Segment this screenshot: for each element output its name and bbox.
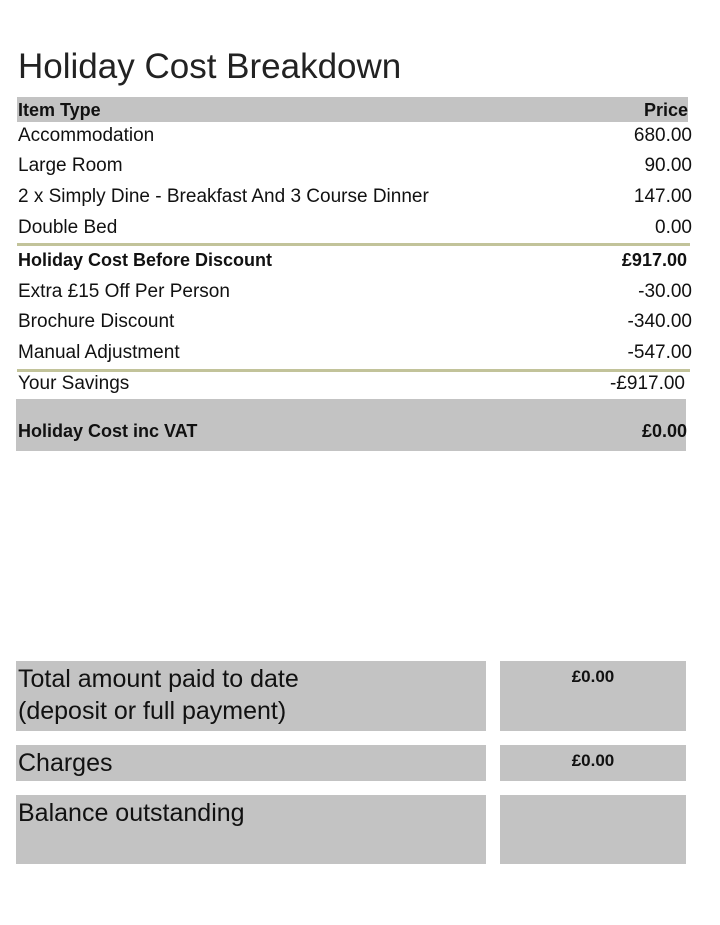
total-value: £0.00	[641, 421, 687, 441]
table-row	[18, 154, 692, 178]
subtotal-label: Holiday Cost Before Discount	[18, 250, 273, 270]
item-label: 2 x Simply Dine - Breakfast And 3 Course Dinner	[18, 186, 429, 207]
table-row	[18, 124, 692, 148]
discount-price: -340.00	[627, 311, 692, 332]
paid-value: £0.00	[571, 667, 615, 686]
item-price: 147.00	[633, 186, 692, 207]
discount-label: Brochure Discount	[18, 311, 175, 332]
paid-label-box	[16, 661, 486, 731]
balance-label: Balance outstanding	[18, 799, 245, 827]
savings-value: -£917.00	[609, 373, 685, 394]
charges-value-box	[500, 745, 686, 781]
total-label: Holiday Cost inc VAT	[18, 421, 198, 441]
charges-value: £0.00	[571, 751, 615, 770]
table-header	[17, 97, 688, 122]
balance-label-box	[16, 795, 486, 864]
column-header-item-type: Item Type	[18, 100, 101, 120]
savings-label: Your Savings	[18, 373, 130, 394]
item-price: 0.00	[655, 217, 692, 238]
balance-value-box	[500, 795, 686, 864]
table-row	[18, 185, 692, 209]
divider	[17, 243, 690, 246]
item-price: 90.00	[644, 155, 692, 176]
subtotal-value: £917.00	[621, 250, 687, 270]
item-label: Accommodation	[18, 125, 155, 146]
column-header-price: Price	[643, 100, 688, 120]
item-label: Double Bed	[18, 217, 118, 238]
paid-value-box	[500, 661, 686, 731]
item-label: Large Room	[18, 155, 123, 176]
paid-label	[18, 663, 299, 727]
discount-row	[18, 341, 692, 365]
subtotal-row	[18, 248, 687, 272]
savings-row	[18, 372, 685, 396]
discount-row	[18, 280, 692, 304]
table-row	[18, 216, 692, 240]
discount-row	[18, 310, 692, 334]
page-title: Holiday Cost Breakdown	[18, 47, 402, 86]
charges-label-box	[16, 745, 486, 781]
charges-label: Charges	[18, 749, 113, 777]
discount-label: Extra £15 Off Per Person	[18, 281, 230, 302]
discount-price: -30.00	[638, 281, 692, 302]
discount-price: -547.00	[627, 342, 692, 363]
total-row	[16, 399, 686, 451]
paid-label-line2: (deposit or full payment)	[18, 697, 287, 725]
paid-label-line1: Total amount paid to date	[18, 665, 299, 693]
discount-label: Manual Adjustment	[18, 342, 180, 363]
item-price: 680.00	[633, 125, 692, 146]
